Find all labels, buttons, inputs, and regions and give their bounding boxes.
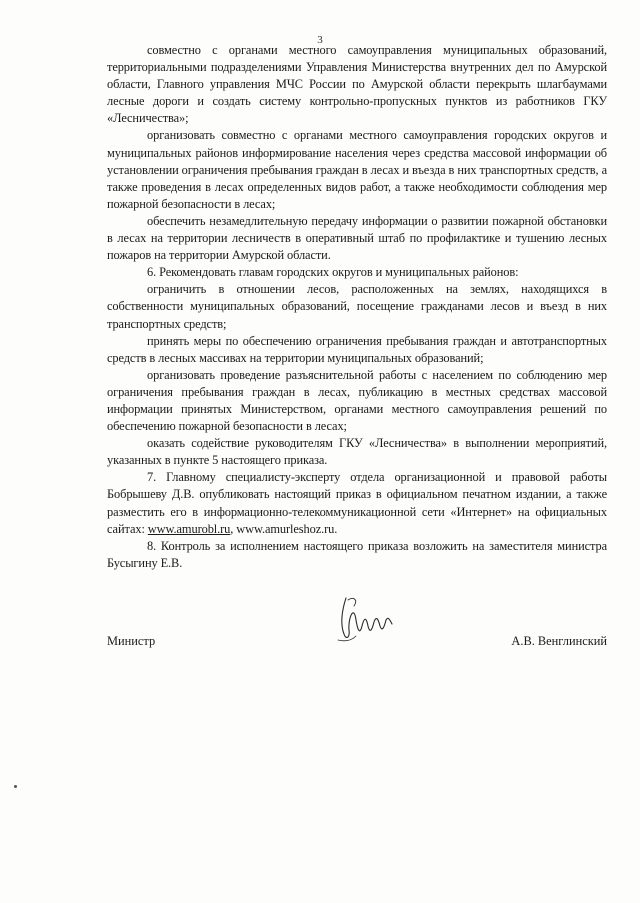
signatory-name: А.В. Венглинский <box>511 634 607 648</box>
signatory-title: Министр <box>107 634 156 648</box>
paragraph-item-8: 8. Контроль за исполнением настоящего приказа возложить на заместителя министра Бусыгину Е.В. <box>107 538 607 570</box>
paragraph-explanatory-work: организовать проведение разъяснительной работы с населением по соблюдению мер ограничения пребывания граждан в лесах, публикацию в местных средствах массовой информации принятых Министерством, органами местного самоуправления решений по обеспечению пожарной безопасности в лесах; <box>107 367 607 434</box>
paragraph-restrict-access: ограничить в отношении лесов, расположенных на землях, находящихся в собственности муниципальных образований, посещение гражданами лесов и въезд в них транспортных средств; <box>107 282 607 331</box>
item-7-separator: , <box>230 521 237 536</box>
paragraph-item-6: 6. Рекомендовать главам городских округов и муниципальных районов: <box>147 265 519 280</box>
paragraph-item-7 <box>107 469 607 537</box>
paragraph-inform-population: организовать совместно с органами местного самоуправления городских округов и муниципальных районов информирование населения через средства массовой информации об установлении ограничения пребывания граждан в лесах и въезда в них транспортных средств, а также проведения в лесах определенных видов работ, а также необходимости соблюдения мер пожарной безопасности в лесах; <box>107 128 607 211</box>
amurobl-link[interactable]: www.amurobl.ru <box>147 521 231 536</box>
signature-block <box>107 590 607 660</box>
item-7-end: . <box>334 521 338 536</box>
paragraph-fire-info: обеспечить незамедлительную передачу информации о развитии пожарной обстановки в лесах на территории лесничеств в оперативный штаб по профилактике и тушению лесных пожаров на территории Амурской области. <box>107 213 607 263</box>
amurleshoz-site: www.amurleshoz.ru <box>236 521 335 536</box>
page-number: 3 <box>317 34 323 46</box>
scan-artifact-dot <box>14 785 17 788</box>
item-7-text: 7. Главному специалисту-эксперту отдела организационной и правовой работы Бобрышеву Д.В. опубликовать настоящий приказ в официальном печатном издании, а также разместить его в информационно-телекоммуникационной сети «Интернет» на официальных сайтах: <box>107 470 607 536</box>
document-body <box>107 42 607 572</box>
handwritten-signature <box>332 590 402 650</box>
paragraph-assist: оказать содействие руководителям ГКУ «Лесничества» в выполнении мероприятий, указанных в пункте 5 настоящего приказа. <box>107 436 607 468</box>
paragraph-take-measures: принять меры по обеспечению ограничения пребывания граждан и автотранспортных средств в лесных массивах на территории муниципальных образований; <box>107 333 607 365</box>
paragraph-barriers: совместно с органами местного самоуправления муниципальных образований, территориальными подразделениями Управления Министерства внутренних дел по Амурской области, Главного управления МЧС России по Амурской области перекрыть шлагбаумами лесные дороги и создать систему контрольно-пропускных пунктов из работников ГКУ «Лесничества»; <box>107 43 607 126</box>
